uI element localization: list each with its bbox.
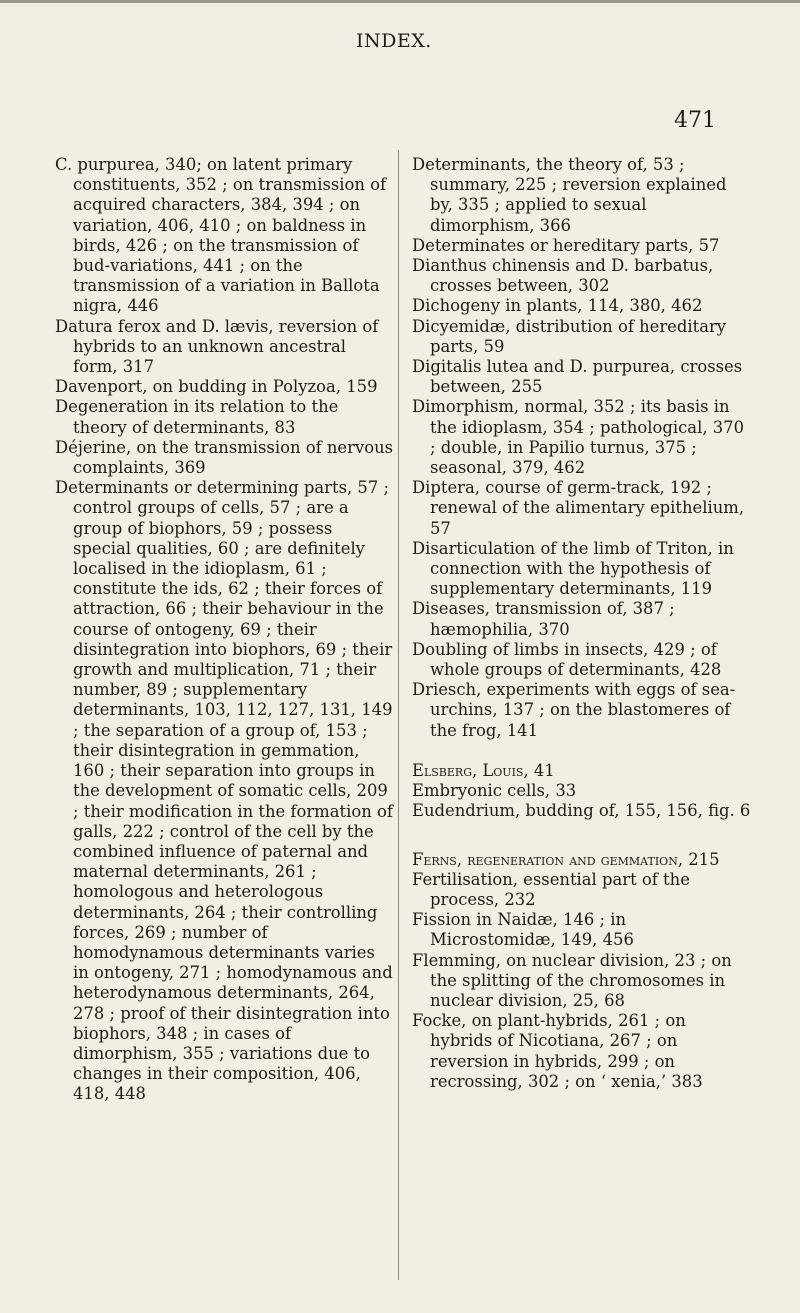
index-entry: Driesch, experiments with eggs of sea-urchins, 137 ; on the blastomeres of the frog, 141 bbox=[412, 680, 736, 740]
top-border-rule bbox=[0, 0, 800, 3]
index-entry: Déjerine, on the transmission of nervous complaints, 369 bbox=[55, 437, 394, 478]
index-entry: Embryonic cells, 33 bbox=[412, 781, 577, 801]
index-entry: Davenport, on budding in Polyzoa, 159 bbox=[55, 377, 378, 397]
index-entry: Determinants or determining parts, 57 ; control groups of cells, 57 ; are a group of biophors, 59 ; possess special qualities, 60 ; are definitely localised in the idioplasm, 61 ; constitute the ids, 62 ; their forces of attraction, 66 ; their behaviour in the course of ontogeny, 69 ; their disintegration into biophors, 69 ; their growth and multiplication, 71 ; their number, 89 ; supplementary determinants, 103, 112, 127, 131, 149 ; the separation of a group of, 153 ; their disintegration in gemmation, 160 ; their separation into groups in the development of somatic cells, 209 ; their modification in the formation of galls, 222 ; control of the cell by the combined influence of paternal and maternal determinants, 261 ; homologous and heterologous determinants, 264 ; their controlling forces, 269 ; number of homodynamous determinants varies in ontogeny, 271 ; homodynamous and heterodynamous determinants, 264, 278 ; proof of their disintegration into biophors, 348 ; in cases of dimorphism, 355 ; variations due to changes in their composition, 406, 418, 448 bbox=[55, 478, 393, 1104]
index-entry: Dicyemidæ, distribution of hereditary parts, 59 bbox=[412, 316, 727, 356]
index-entry: Eudendrium, budding of, 155, 156, fig. 6 bbox=[412, 801, 751, 821]
index-entry: Dianthus chinensis and D. barbatus, crosses between, 302 bbox=[412, 256, 714, 296]
index-entry: Disarticulation of the limb of Triton, in connection with the hypothesis of supplementary determinants, 119 bbox=[412, 538, 734, 599]
section-gap bbox=[412, 822, 752, 850]
index-entry-section-start: Elsberg, Louis, 41 bbox=[412, 760, 555, 780]
index-entry: Flemming, on nuclear division, 23 ; on the splitting of the chromosomes in nuclear division, 25, 68 bbox=[412, 950, 732, 1010]
section-gap bbox=[412, 741, 752, 761]
index-entry: Fertilisation, essential part of the process, 232 bbox=[412, 869, 690, 909]
index-entry: Dichogeny in plants, 114, 380, 462 bbox=[412, 296, 703, 316]
index-entry: Digitalis lutea and D. purpurea, crosses between, 255 bbox=[412, 357, 743, 397]
column-divider bbox=[398, 150, 399, 1280]
index-entry: Determinants, the theory of, 53 ; summary, 225 ; reversion explained by, 335 ; applied to sexual dimorphism, 366 bbox=[412, 155, 727, 235]
index-entry: Diptera, course of germ-track, 192 ; renewal of the alimentary epithelium, 57 bbox=[412, 478, 745, 538]
index-entry-section-start: Ferns, regeneration and gemmation, 215 bbox=[412, 849, 720, 869]
index-entry: Datura ferox and D. lævis, reversion of hybrids to an unknown ancestral form, 317 bbox=[55, 316, 379, 377]
index-entry: Degeneration in its relation to the theory of determinants, 83 bbox=[55, 397, 339, 437]
running-title: INDEX. bbox=[356, 30, 432, 52]
index-entry: Diseases, transmission of, 387 ; hæmophilia, 370 bbox=[412, 599, 675, 639]
index-entry: Determinates or hereditary parts, 57 bbox=[412, 235, 720, 255]
index-entry: Doubling of limbs in insects, 429 ; of whole groups of determinants, 428 bbox=[412, 639, 722, 680]
index-entry: Focke, on plant-hybrids, 261 ; on hybrids of Nicotiana, 267 ; on reversion in hybrids, 299 ; on recrossing, 302 ; on ‘ xenia,’ 383 bbox=[412, 1011, 703, 1091]
index-entry: Dimorphism, normal, 352 ; its basis in the idioplasm, 354 ; pathological, 370 ; double, in Papilio turnus, 375 ; seasonal, 379, 462 bbox=[412, 397, 745, 478]
index-entry: C. purpurea, 340; on latent primary constituents, 352 ; on transmission of acquired characters, 384, 394 ; on variation, 406, 410 ; on baldness in birds, 426 ; on the transmission of bud-variations, 441 ; on the transmission of a variation in Ballota nigra, 446 bbox=[55, 155, 387, 316]
index-entry: Fission in Naidæ, 146 ; in Microstomidæ, 149, 456 bbox=[412, 910, 634, 950]
index-column-right bbox=[412, 155, 752, 1092]
page-number: 471 bbox=[674, 108, 716, 133]
index-column-left bbox=[55, 155, 395, 1105]
